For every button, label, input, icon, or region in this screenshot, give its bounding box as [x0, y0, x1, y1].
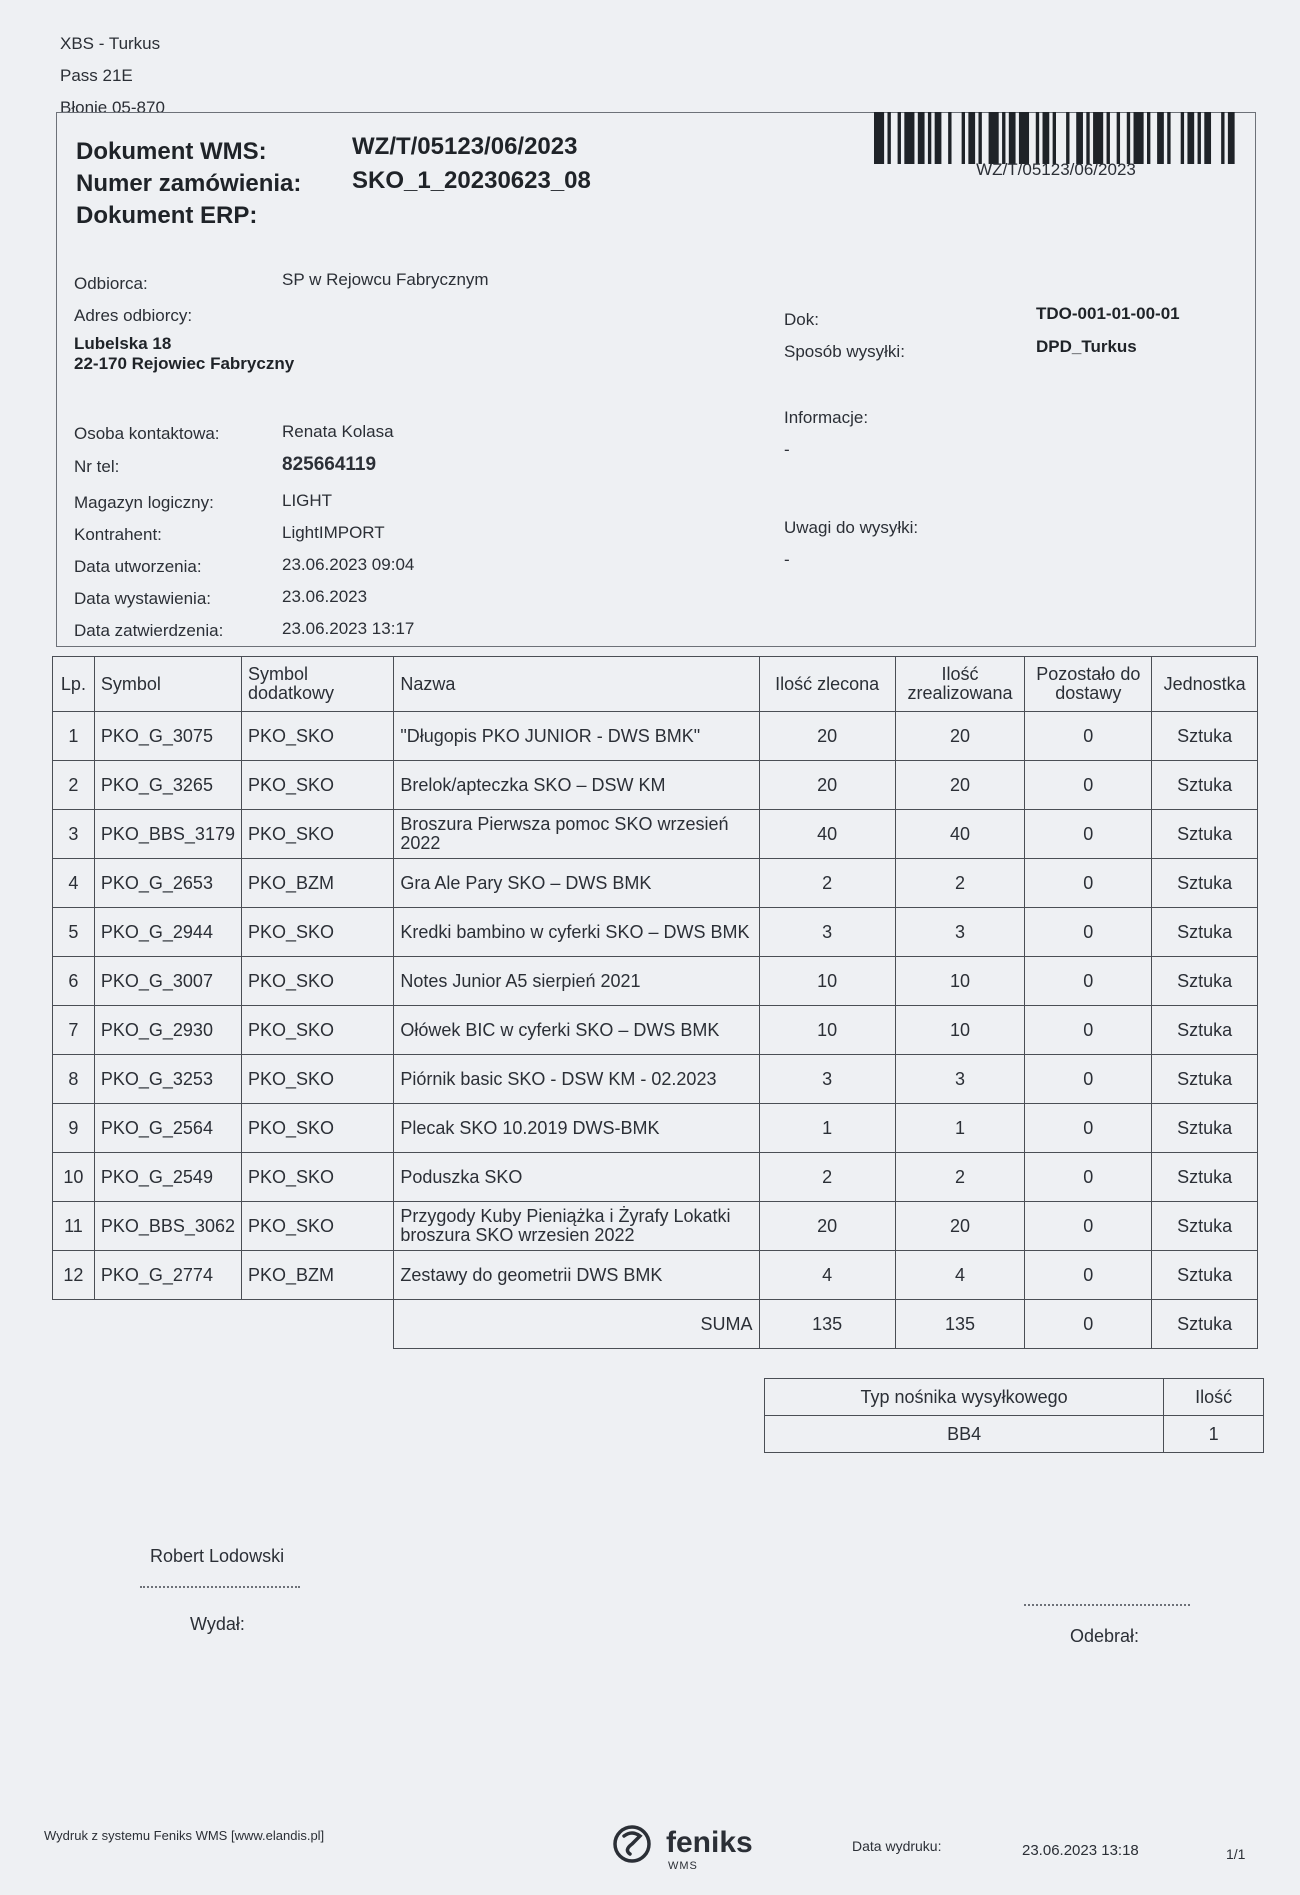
cell-ilosc-zlecona: 20 — [759, 712, 895, 761]
cell-symbol: PKO_G_2564 — [94, 1104, 241, 1153]
wydal-label: Wydał: — [190, 1614, 245, 1634]
cell-symbol-dodatkowy: PKO_SKO — [241, 1055, 393, 1104]
cell-nazwa: Notes Junior A5 sierpień 2021 — [394, 957, 759, 1006]
cell-symbol-dodatkowy: PKO_SKO — [241, 1006, 393, 1055]
logo-subtext: WMS — [668, 1860, 698, 1872]
sender-name: XBS - Turkus — [60, 34, 161, 53]
wystawienia-value: 23.06.2023 — [282, 587, 368, 606]
carrier-qty-value: 1 — [1164, 1416, 1264, 1453]
carrier-row — [765, 1416, 1264, 1453]
header-zreal-line2: zrealizowana — [907, 683, 1013, 703]
footer-source: Wydruk z systemu Feniks WMS [www.elandis.pl] — [44, 1828, 325, 1843]
cell-nazwa: Kredki bambino w cyferki SKO – DWS BMK — [394, 908, 759, 957]
cell-jednostka: Sztuka — [1152, 1006, 1258, 1055]
items-table — [52, 656, 1258, 1349]
cell-symbol: PKO_BBS_3179 — [94, 810, 241, 859]
cell-lp: 5 — [53, 908, 95, 957]
osoba-label: Osoba kontaktowa: — [74, 424, 220, 443]
kontrahent-label: Kontrahent: — [74, 525, 162, 544]
cell-nazwa: Poduszka SKO — [394, 1153, 759, 1202]
print-date-label: Data wydruku: — [852, 1838, 942, 1854]
cell-ilosc-zlecona: 3 — [759, 908, 895, 957]
sposob-value: DPD_Turkus — [1036, 337, 1137, 356]
cell-jednostka: Sztuka — [1152, 810, 1258, 859]
cell-jednostka: Sztuka — [1152, 908, 1258, 957]
cell-jednostka: Sztuka — [1152, 859, 1258, 908]
header-symbol: Symbol — [94, 657, 241, 712]
cell-pozostalo: 0 — [1025, 1055, 1152, 1104]
erp-label: Dokument ERP: — [76, 202, 258, 229]
cell-jednostka: Sztuka — [1152, 1055, 1258, 1104]
cell-jednostka: Sztuka — [1152, 1104, 1258, 1153]
cell-ilosc-zlecona: 40 — [759, 810, 895, 859]
barcode-caption: WZ/T/05123/06/2023 — [976, 160, 1136, 179]
cell-ilosc-zlecona: 10 — [759, 957, 895, 1006]
cell-ilosc-zlecona: 20 — [759, 761, 895, 810]
table-row — [53, 1251, 1258, 1300]
suma-pozostalo: 0 — [1025, 1300, 1152, 1349]
cell-nazwa: Plecak SKO 10.2019 DWS-BMK — [394, 1104, 759, 1153]
header-symbol-dodatkowy — [241, 657, 393, 712]
cell-symbol: PKO_BBS_3062 — [94, 1202, 241, 1251]
table-row — [53, 1153, 1258, 1202]
cell-symbol: PKO_G_3253 — [94, 1055, 241, 1104]
utworzenia-value: 23.06.2023 09:04 — [282, 555, 415, 574]
wms-label: Dokument WMS: — [76, 138, 267, 165]
odebral-label: Odebrał: — [1070, 1626, 1140, 1646]
cell-ilosc-zrealizowana: 3 — [895, 908, 1025, 957]
print-date-value: 23.06.2023 13:18 — [1022, 1842, 1139, 1859]
cell-ilosc-zrealizowana: 3 — [895, 1055, 1025, 1104]
dok-value: TDO-001-01-00-01 — [1036, 304, 1180, 323]
cell-ilosc-zrealizowana: 2 — [895, 1153, 1025, 1202]
header-pozostalo-line1: Pozostało do — [1036, 664, 1141, 684]
header-symbol-dod-line1: Symbol — [247, 664, 309, 684]
informacje-label: Informacje: — [784, 408, 869, 427]
carrier-type-header: Typ nośnika wysyłkowego — [765, 1379, 1164, 1416]
table-row — [53, 1104, 1258, 1153]
informacje-value: - — [784, 440, 790, 459]
issuer-signature-line — [140, 1586, 300, 1588]
kontrahent-value: LightIMPORT — [282, 523, 385, 542]
order-number: SKO_1_20230623_08 — [352, 167, 591, 194]
cell-pozostalo: 0 — [1025, 1153, 1152, 1202]
cell-symbol-dodatkowy: PKO_SKO — [241, 1104, 393, 1153]
cell-nazwa: Brelok/apteczka SKO – DSW KM — [394, 761, 759, 810]
utworzenia-label: Data utworzenia: — [74, 557, 202, 576]
cell-symbol: PKO_G_2549 — [94, 1153, 241, 1202]
magazyn-value: LIGHT — [282, 491, 333, 510]
cell-symbol: PKO_G_2774 — [94, 1251, 241, 1300]
header-pozostalo-line2: dostawy — [1055, 683, 1122, 703]
suma-zrealizowana: 135 — [895, 1300, 1025, 1349]
cell-pozostalo: 0 — [1025, 957, 1152, 1006]
cell-lp: 6 — [53, 957, 95, 1006]
table-row — [53, 712, 1258, 761]
magazyn-label: Magazyn logiczny: — [74, 493, 214, 512]
cell-pozostalo: 0 — [1025, 1006, 1152, 1055]
cell-pozostalo: 0 — [1025, 712, 1152, 761]
table-row — [53, 810, 1258, 859]
header-symbol-dod-line2: dodatkowy — [247, 683, 335, 703]
table-header-row — [53, 657, 1258, 712]
cell-ilosc-zlecona: 1 — [759, 1104, 895, 1153]
cell-ilosc-zrealizowana: 10 — [895, 1006, 1025, 1055]
sender-address — [60, 28, 165, 124]
cell-symbol-dodatkowy: PKO_BZM — [241, 1251, 393, 1300]
header-pozostalo — [1025, 657, 1152, 712]
cell-symbol: PKO_G_3075 — [94, 712, 241, 761]
carrier-table — [764, 1378, 1264, 1453]
sender-city: Błonie 05-870 — [60, 98, 165, 117]
address-city: 22-170 Rejowiec Fabryczny — [74, 354, 295, 373]
suma-jednostka: Sztuka — [1152, 1300, 1258, 1349]
cell-lp: 8 — [53, 1055, 95, 1104]
cell-nazwa: Gra Ale Pary SKO – DWS BMK — [394, 859, 759, 908]
cell-ilosc-zrealizowana: 4 — [895, 1251, 1025, 1300]
cell-lp: 1 — [53, 712, 95, 761]
logo-text: feniks — [666, 1826, 753, 1859]
cell-lp: 11 — [53, 1202, 95, 1251]
table-row — [53, 1055, 1258, 1104]
odbiorca-label: Odbiorca: — [74, 274, 148, 293]
cell-pozostalo: 0 — [1025, 761, 1152, 810]
page-number: 1/1 — [1226, 1846, 1246, 1862]
cell-nazwa: Piórnik basic SKO - DSW KM - 02.2023 — [394, 1055, 759, 1104]
tel-label: Nr tel: — [74, 457, 120, 476]
cell-ilosc-zrealizowana: 20 — [895, 1202, 1025, 1251]
suma-label: SUMA — [394, 1300, 759, 1349]
table-row — [53, 1202, 1258, 1251]
cell-nazwa: Przygody Kuby Pieniążka i Żyrafy Lokatki broszura SKO wrzesien 2022 — [394, 1202, 759, 1251]
cell-jednostka: Sztuka — [1152, 712, 1258, 761]
cell-symbol: PKO_G_3265 — [94, 761, 241, 810]
header-nazwa: Nazwa — [394, 657, 759, 712]
tel-value: 825664119 — [282, 454, 377, 475]
document-values — [352, 130, 591, 198]
cell-pozostalo: 0 — [1025, 810, 1152, 859]
cell-symbol-dodatkowy: PKO_SKO — [241, 908, 393, 957]
cell-lp: 2 — [53, 761, 95, 810]
cell-ilosc-zrealizowana: 10 — [895, 957, 1025, 1006]
cell-symbol-dodatkowy: PKO_SKO — [241, 1153, 393, 1202]
address-block — [74, 334, 294, 374]
cell-ilosc-zrealizowana: 1 — [895, 1104, 1025, 1153]
carrier-qty-header: Ilość — [1164, 1379, 1264, 1416]
cell-ilosc-zlecona: 10 — [759, 1006, 895, 1055]
cell-nazwa: Zestawy do geometrii DWS BMK — [394, 1251, 759, 1300]
cell-symbol: PKO_G_2944 — [94, 908, 241, 957]
cell-nazwa: "Długopis PKO JUNIOR - DWS BMK" — [394, 712, 759, 761]
cell-jednostka: Sztuka — [1152, 1251, 1258, 1300]
table-row — [53, 1006, 1258, 1055]
odbiorca-value: SP w Rejowcu Fabrycznym — [282, 270, 489, 289]
cell-ilosc-zrealizowana: 40 — [895, 810, 1025, 859]
cell-symbol-dodatkowy: PKO_SKO — [241, 761, 393, 810]
cell-ilosc-zlecona: 3 — [759, 1055, 895, 1104]
cell-lp: 4 — [53, 859, 95, 908]
table-row — [53, 908, 1258, 957]
suma-row — [53, 1300, 1258, 1349]
cell-symbol-dodatkowy: PKO_SKO — [241, 1202, 393, 1251]
table-row — [53, 859, 1258, 908]
header-jednostka: Jednostka — [1152, 657, 1258, 712]
cell-symbol: PKO_G_2653 — [94, 859, 241, 908]
cell-symbol-dodatkowy: PKO_SKO — [241, 810, 393, 859]
address-street: Lubelska 18 — [74, 334, 172, 353]
sposob-label: Sposób wysyłki: — [784, 342, 905, 361]
header-zreal-line1: Ilość — [941, 664, 979, 684]
cell-pozostalo: 0 — [1025, 1104, 1152, 1153]
zatwierdzenia-value: 23.06.2023 13:17 — [282, 619, 415, 638]
receiver-signature-line — [1024, 1604, 1190, 1606]
barcode-image — [874, 112, 1238, 164]
cell-symbol-dodatkowy: PKO_BZM — [241, 859, 393, 908]
cell-ilosc-zlecona: 2 — [759, 859, 895, 908]
cell-ilosc-zlecona: 20 — [759, 1202, 895, 1251]
suma-zlecona: 135 — [759, 1300, 895, 1349]
cell-symbol-dodatkowy: PKO_SKO — [241, 712, 393, 761]
cell-lp: 10 — [53, 1153, 95, 1202]
cell-lp: 9 — [53, 1104, 95, 1153]
uwagi-label: Uwagi do wysyłki: — [784, 518, 919, 537]
wystawienia-label: Data wystawienia: — [74, 589, 212, 608]
cell-lp: 3 — [53, 810, 95, 859]
document-labels — [76, 136, 301, 232]
sender-street: Pass 21E — [60, 66, 133, 85]
cell-symbol: PKO_G_2930 — [94, 1006, 241, 1055]
order-label: Numer zamówienia: — [76, 170, 302, 197]
wms-number: WZ/T/05123/06/2023 — [352, 133, 578, 160]
cell-pozostalo: 0 — [1025, 908, 1152, 957]
cell-lp: 12 — [53, 1251, 95, 1300]
header-lp: Lp. — [53, 657, 95, 712]
cell-jednostka: Sztuka — [1152, 1153, 1258, 1202]
cell-pozostalo: 0 — [1025, 1202, 1152, 1251]
table-row — [53, 957, 1258, 1006]
cell-ilosc-zlecona: 4 — [759, 1251, 895, 1300]
osoba-value: Renata Kolasa — [282, 422, 394, 441]
carrier-header-row — [765, 1379, 1264, 1416]
cell-pozostalo: 0 — [1025, 859, 1152, 908]
issuer-name: Robert Lodowski — [150, 1546, 285, 1566]
cell-symbol: PKO_G_3007 — [94, 957, 241, 1006]
header-ilosc-zlecona: Ilość zlecona — [759, 657, 895, 712]
cell-pozostalo: 0 — [1025, 1251, 1152, 1300]
header-ilosc-zrealizowana — [895, 657, 1025, 712]
cell-ilosc-zrealizowana: 20 — [895, 761, 1025, 810]
uwagi-value: - — [784, 550, 790, 569]
cell-ilosc-zlecona: 2 — [759, 1153, 895, 1202]
cell-nazwa: Broszura Pierwsza pomoc SKO wrzesień 2022 — [394, 810, 759, 859]
zatwierdzenia-label: Data zatwierdzenia: — [74, 621, 224, 640]
adres-label: Adres odbiorcy: — [74, 306, 193, 325]
table-row — [53, 761, 1258, 810]
cell-ilosc-zrealizowana: 2 — [895, 859, 1025, 908]
cell-jednostka: Sztuka — [1152, 1202, 1258, 1251]
carrier-type-value: BB4 — [765, 1416, 1164, 1453]
dok-label: Dok: — [784, 310, 819, 329]
cell-symbol-dodatkowy: PKO_SKO — [241, 957, 393, 1006]
cell-jednostka: Sztuka — [1152, 957, 1258, 1006]
cell-jednostka: Sztuka — [1152, 761, 1258, 810]
cell-nazwa: Ołówek BIC w cyferki SKO – DWS BMK — [394, 1006, 759, 1055]
cell-lp: 7 — [53, 1006, 95, 1055]
cell-ilosc-zrealizowana: 20 — [895, 712, 1025, 761]
